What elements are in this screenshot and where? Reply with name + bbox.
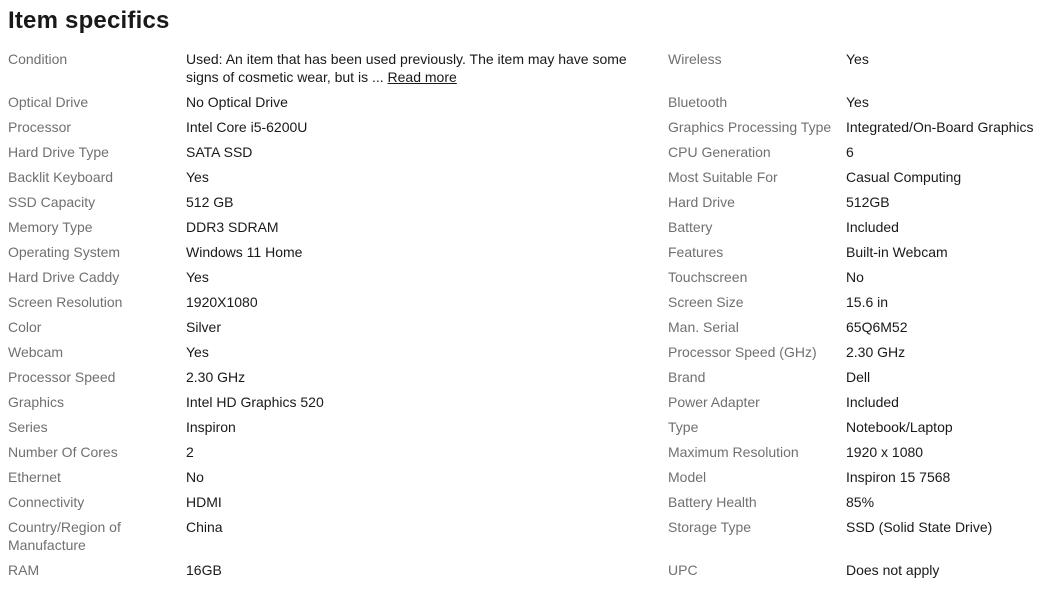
spec-label-right: Most Suitable For <box>668 169 778 185</box>
spec-row <box>8 318 1044 336</box>
spec-value-right: Inspiron 15 7568 <box>846 469 951 485</box>
spec-label-right: Screen Size <box>668 294 744 310</box>
spec-value-right: 1920 x 1080 <box>846 444 924 460</box>
spec-value-left: Intel Core i5-6200U <box>186 119 308 135</box>
spec-row <box>8 50 1044 86</box>
spec-value-left: No <box>186 469 204 485</box>
spec-row <box>8 368 1044 386</box>
spec-label-left: Processor <box>8 119 72 135</box>
spec-value-left: Yes <box>186 269 209 285</box>
spec-label-left: Series <box>8 419 48 435</box>
spec-value-right: Included <box>846 394 899 410</box>
spec-label-right: Processor Speed (GHz) <box>668 344 817 360</box>
spec-value-left: SATA SSD <box>186 144 253 160</box>
spec-value-left: HDMI <box>186 494 222 510</box>
spec-value-left: 16GB <box>186 562 222 578</box>
spec-value-left: Yes <box>186 344 209 360</box>
spec-label-right: Features <box>668 244 724 260</box>
spec-value-left: Silver <box>186 319 222 335</box>
spec-value-left: Windows 11 Home <box>186 244 303 260</box>
spec-label-left: Hard Drive Caddy <box>8 269 120 285</box>
read-more-link[interactable]: Read more <box>387 69 457 85</box>
spec-row <box>8 443 1044 461</box>
spec-row <box>8 561 1044 579</box>
spec-label-right: Bluetooth <box>668 94 728 110</box>
spec-label-left: RAM <box>8 562 40 578</box>
spec-label-right: CPU Generation <box>668 144 771 160</box>
spec-label-right: Battery <box>668 219 713 235</box>
spec-label-right: UPC <box>668 562 698 578</box>
spec-value-right: 6 <box>846 144 854 160</box>
spec-value-left: Intel HD Graphics 520 <box>186 394 324 410</box>
spec-row <box>8 518 1044 554</box>
spec-label-left: Color <box>8 319 42 335</box>
spec-row <box>8 193 1044 211</box>
spec-value-left: 1920X1080 <box>186 294 258 310</box>
spec-row <box>8 243 1044 261</box>
spec-label-right: Graphics Processing Type <box>668 119 832 135</box>
spec-value-right: SSD (Solid State Drive) <box>846 519 993 535</box>
spec-value-right: Built-in Webcam <box>846 244 948 260</box>
spec-label-left: SSD Capacity <box>8 194 96 210</box>
spec-label-left: Condition <box>8 51 68 67</box>
spec-value-right: 15.6 in <box>846 294 889 310</box>
spec-value-left: DDR3 SDRAM <box>186 219 279 235</box>
spec-label-right: Hard Drive <box>668 194 735 210</box>
spec-label-left: Number Of Cores <box>8 444 118 460</box>
spec-label-left: Ethernet <box>8 469 61 485</box>
specs-table <box>8 50 1044 579</box>
spec-row <box>8 493 1044 511</box>
spec-label-right: Storage Type <box>668 519 752 535</box>
spec-value-left: Yes <box>186 169 209 185</box>
spec-label-left: Screen Resolution <box>8 294 123 310</box>
spec-value-right: Included <box>846 219 899 235</box>
spec-row <box>8 143 1044 161</box>
spec-value-right: Yes <box>846 51 869 67</box>
spec-label-left: Connectivity <box>8 494 85 510</box>
spec-value-left: Used: An item that has been used previously. The item may have some signs of cosmetic wear, but is ... Read more <box>186 51 627 85</box>
spec-row <box>8 393 1044 411</box>
spec-label-left: Operating System <box>8 244 121 260</box>
spec-value-right: Does not apply <box>846 562 940 578</box>
spec-label-left: Memory Type <box>8 219 93 235</box>
spec-value-right: No <box>846 269 864 285</box>
spec-label-right: Model <box>668 469 707 485</box>
spec-row <box>8 218 1044 236</box>
spec-row <box>8 268 1044 286</box>
spec-value-right: Integrated/On-Board Graphics <box>846 119 1034 135</box>
spec-value-right: Casual Computing <box>846 169 962 185</box>
spec-label-right: Maximum Resolution <box>668 444 799 460</box>
spec-value-left: 2 <box>186 444 194 460</box>
spec-row <box>8 293 1044 311</box>
spec-value-right: 2.30 GHz <box>846 344 906 360</box>
spec-label-right: Power Adapter <box>668 394 760 410</box>
spec-label-left: Processor Speed <box>8 369 116 385</box>
spec-value-left: 512 GB <box>186 194 234 210</box>
spec-label-right: Wireless <box>668 51 722 67</box>
spec-value-left: China <box>186 519 223 535</box>
spec-row <box>8 168 1044 186</box>
spec-value-right: Notebook/Laptop <box>846 419 953 435</box>
spec-value-right: Yes <box>846 94 869 110</box>
spec-value-left: Inspiron <box>186 419 236 435</box>
section-title: Item specifics <box>8 7 170 34</box>
spec-value-left: 2.30 GHz <box>186 369 246 385</box>
spec-label-left: Optical Drive <box>8 94 89 110</box>
spec-value-right: Dell <box>846 369 871 385</box>
spec-row <box>8 418 1044 436</box>
spec-value-right: 512GB <box>846 194 890 210</box>
spec-row <box>8 468 1044 486</box>
spec-row <box>8 93 1044 111</box>
spec-label-right: Man. Serial <box>668 319 739 335</box>
spec-label-right: Battery Health <box>668 494 757 510</box>
spec-value-right: 65Q6M52 <box>846 319 908 335</box>
spec-row <box>8 343 1044 361</box>
spec-label-right: Type <box>668 419 699 435</box>
spec-label-left: Country/Region of Manufacture <box>8 519 121 553</box>
spec-label-left: Graphics <box>8 394 65 410</box>
spec-label-right: Touchscreen <box>668 269 748 285</box>
spec-value-right: 85% <box>846 494 875 510</box>
spec-label-left: Backlit Keyboard <box>8 169 114 185</box>
spec-label-left: Webcam <box>8 344 63 360</box>
spec-label-right: Brand <box>668 369 706 385</box>
spec-row <box>8 118 1044 136</box>
spec-label-left: Hard Drive Type <box>8 144 109 160</box>
spec-value-left: No Optical Drive <box>186 94 288 110</box>
